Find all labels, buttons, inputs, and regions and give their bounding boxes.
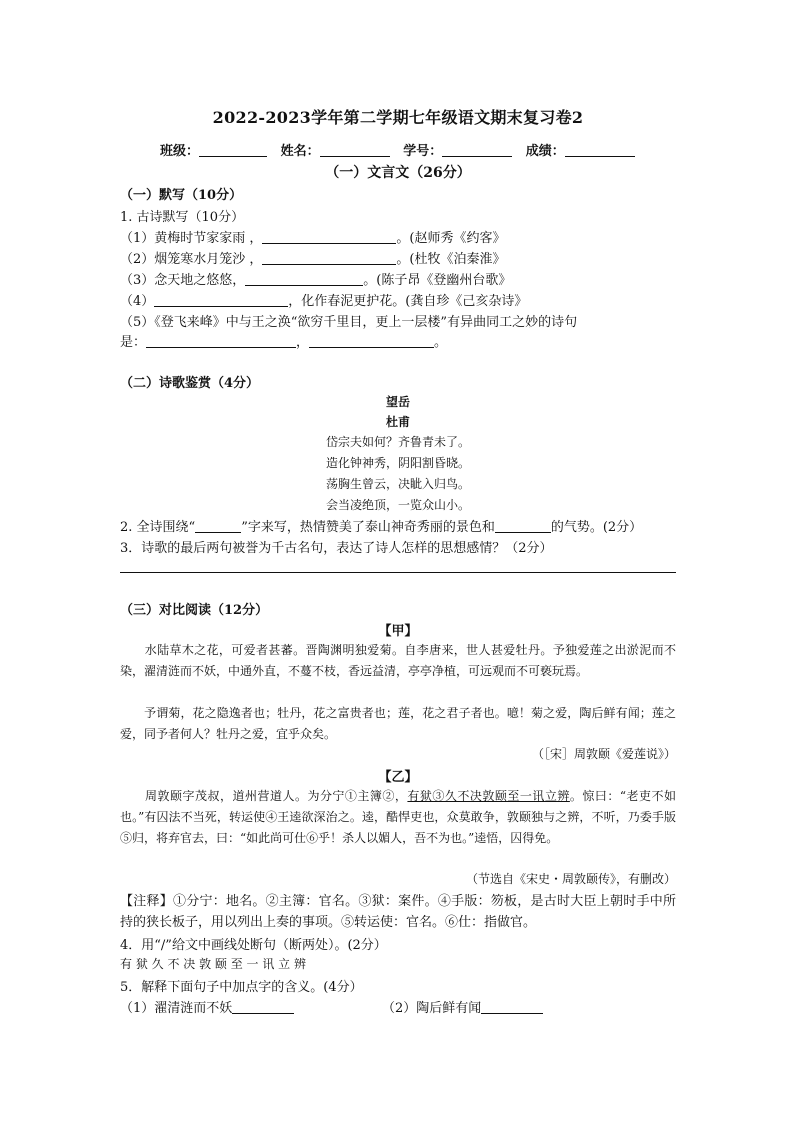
name-blank[interactable]	[320, 144, 390, 157]
line-text: ，	[296, 335, 310, 350]
line-text: （3）念天地之悠悠，	[120, 273, 246, 288]
text-jia-p2: 予谓菊，花之隐逸者也；牡丹，花之富贵者也；莲，花之君子者也。噫！菊之爱，陶后鲜有闻；莲之爱，同予者何人？牡丹之爱，宜乎众矣。	[120, 706, 676, 741]
part1-heading: （一）默写（10分）	[120, 188, 243, 203]
class-blank[interactable]	[199, 144, 267, 157]
line-text: （2）烟笼寒水月笼沙 ，	[120, 252, 263, 267]
question-5: 5．解释下面句子中加点字的含义。(4分）	[120, 980, 363, 995]
q-text: （1）濯清涟而不妖	[120, 1001, 233, 1016]
poem-author: 杜甫	[385, 415, 410, 429]
answer-line[interactable]	[120, 572, 676, 573]
text-jia-p1: 水陆草木之花，可爱者甚蕃。晋陶渊明独爱菊。自李唐来，世人甚爱牡丹。予独爱莲之出淤泥而不染，濯清涟而不妖，中通外直，不蔓不枝，香远益清，亭亭净植，可远观而不可亵玩焉。	[120, 643, 676, 678]
notes: 【注释】①分宁：地名。②主簿：官名。③狱：案件。④手版：笏板，是古时大臣上朝时手中所持的狭长板子，用以列出上奏的事项。⑤转运使：官名。⑥仕：指做官。	[120, 894, 676, 930]
question-4: 4．用“/”给文中画线处断句（断两处）。(2分）	[120, 938, 387, 953]
section-title: （一）文言文（26分）	[325, 165, 471, 181]
question-1: 1. 古诗默写（10分）	[120, 210, 245, 225]
poem-line: 会当凌绝顶，一览众山小。	[325, 498, 470, 512]
poem-line: 造化钟神秀，阴阳割昏晓。	[325, 456, 470, 470]
page-title: 2022-2023学年第二学期七年级语文期末复习卷2	[212, 108, 584, 127]
name-label: 姓名：	[280, 144, 320, 159]
student-info-row	[160, 140, 680, 159]
line-text: （4）	[120, 294, 155, 309]
line-text: 是：	[120, 335, 147, 350]
id-blank[interactable]	[442, 144, 512, 157]
answer-blank[interactable]	[195, 520, 241, 533]
question-5-2	[382, 997, 543, 1016]
line-source: 。(杜牧《泊秦淮》	[396, 252, 506, 267]
answer-blank[interactable]	[154, 294, 288, 307]
answer-blank[interactable]	[309, 335, 434, 348]
recite-line-3	[120, 269, 511, 288]
answer-blank[interactable]	[481, 1001, 543, 1014]
question-3: 3．诗歌的最后两句被誉为千古名句，表达了诗人怎样的思想感情？（2分）	[120, 541, 553, 556]
question-2	[120, 516, 642, 535]
recite-line-5: （5）《登飞来峰》中与王之涣“欲穷千里目，更上一层楼”有异曲同工之妙的诗句	[120, 315, 578, 330]
text-jia-source: （［宋］周敦颐《爱莲说》）	[531, 747, 676, 761]
poem-line: 岱宗夫如何？齐鲁青未了。	[325, 435, 470, 449]
score-blank[interactable]	[565, 144, 635, 157]
line-text: 。	[434, 335, 448, 350]
text-yi-label: 【乙】	[378, 770, 418, 785]
q-text: （2）陶后鲜有闻	[382, 1001, 482, 1016]
poem-title: 望岳	[385, 395, 410, 409]
text-jia-label: 【甲】	[378, 624, 418, 639]
text-yi-p1	[120, 786, 676, 849]
id-label: 学号：	[403, 144, 443, 159]
q-text: 2. 全诗围绕“	[120, 520, 196, 535]
recite-line-1	[120, 227, 505, 246]
line-source: ，化作春泥更护花。(龚自珍《己亥杂诗》	[288, 294, 528, 309]
q-text: 的气势。(2分）	[550, 520, 643, 535]
answer-blank[interactable]	[232, 1001, 294, 1014]
class-label: 班级：	[160, 144, 200, 159]
yi-underlined: 有狱③久不决敦颐至一讯立辨	[407, 789, 570, 803]
answer-blank[interactable]	[262, 252, 396, 265]
line-source: 。(陈子昂《登幽州台歌》	[363, 273, 512, 288]
answer-blank[interactable]	[495, 520, 551, 533]
line-text: （1）黄梅时节家家雨 ，	[120, 231, 263, 246]
text-yi-source: （节选自《宋史・周敦颐传》，有删改）	[465, 872, 676, 886]
answer-blank[interactable]	[146, 335, 296, 348]
question-4-text: 有 狱 久 不 决 敦 颐 至 一 讯 立 辨	[120, 957, 306, 971]
answer-blank[interactable]	[245, 273, 363, 286]
yi-text: 。惊曰：“老吏不如也。”有囚法不当死，转运使④王逵欲深治之。逵，酷悍吏也，众莫敢争，敦颐独与之辨，不听，乃委手版⑤归，将弃官去，曰：“如此尚可仕⑥乎！杀人以媚人，吾不为也。”逵悟，囚得免。	[120, 789, 676, 845]
recite-line-5b	[120, 331, 447, 350]
question-5-1	[120, 997, 294, 1016]
q-text: ”字来写，热情赞美了泰山神奇秀丽的景色和	[241, 520, 495, 535]
poem-line: 荡胸生曾云，决眦入归鸟。	[325, 477, 470, 491]
recite-line-2	[120, 248, 505, 267]
recite-line-4	[120, 290, 527, 309]
part2-heading: （二）诗歌鉴赏（4分）	[120, 376, 260, 391]
line-source: 。(赵师秀《约客》	[396, 231, 506, 246]
yi-text: 周敦颐字茂叔，道州营道人。为分宁①主簿②，	[120, 789, 408, 803]
score-label: 成绩：	[525, 144, 565, 159]
part3-heading: （三）对比阅读（12分）	[120, 603, 269, 618]
answer-blank[interactable]	[262, 231, 396, 244]
